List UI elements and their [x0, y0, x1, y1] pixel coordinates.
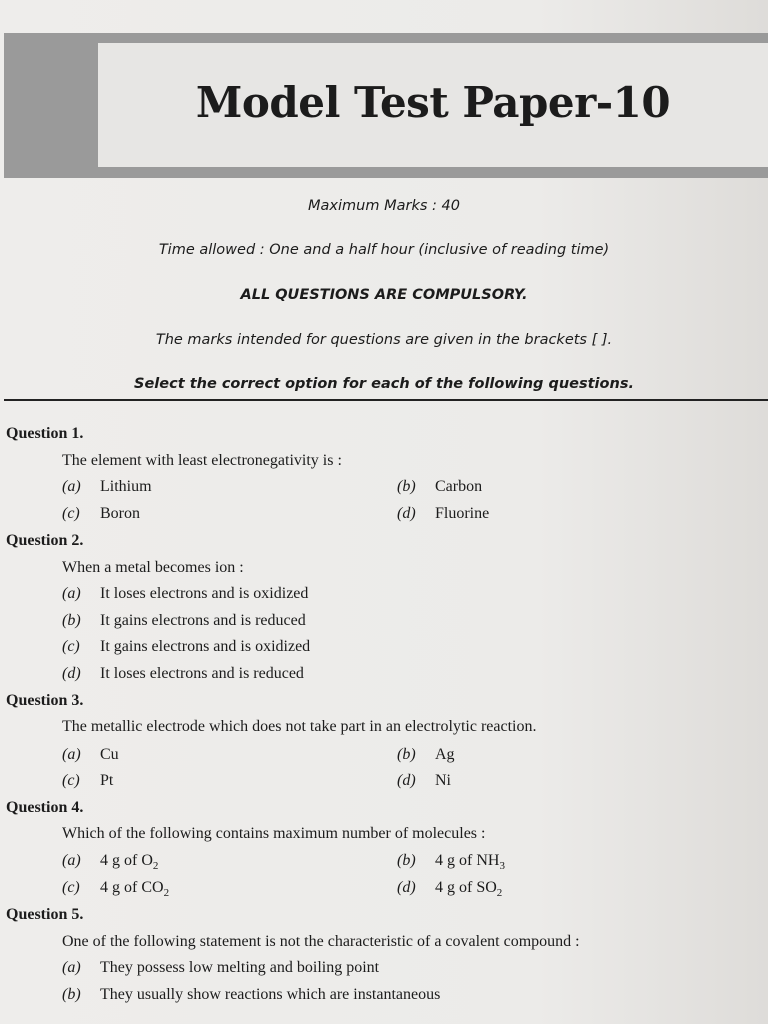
- option-label: (a): [62, 585, 81, 602]
- option-text: It loses electrons and is reduced: [100, 665, 304, 682]
- max-marks: Maximum Marks : 40: [308, 198, 460, 214]
- option-label: (d): [62, 665, 81, 682]
- option: [62, 638, 310, 656]
- option-label: (c): [62, 638, 80, 655]
- question-heading: Question 1.: [6, 425, 84, 442]
- option: [397, 478, 482, 496]
- question-text: The element with least electronegativity is :: [62, 452, 342, 469]
- option-text: Ag: [435, 746, 455, 763]
- option: [62, 852, 158, 870]
- option: [62, 879, 169, 897]
- question-text: The metallic electrode which does not take part in an electrolytic reaction.: [62, 718, 537, 735]
- option-label: (a): [62, 852, 81, 869]
- option-label: (c): [62, 879, 80, 896]
- option-label: (c): [62, 772, 80, 789]
- option-text: They possess low melting and boiling point: [100, 959, 380, 976]
- option-label: (a): [62, 746, 81, 763]
- option-text: 4 g of CO: [100, 879, 164, 896]
- option-text: It loses electrons and is oxidized: [100, 585, 309, 602]
- option: [397, 772, 451, 790]
- option-label: (b): [397, 746, 416, 763]
- option-text: Fluorine: [435, 505, 490, 522]
- subscript: 2: [496, 887, 503, 899]
- option: [397, 505, 489, 523]
- option: [62, 986, 440, 1004]
- option-text: Pt: [100, 772, 114, 789]
- option: [62, 505, 140, 523]
- option: [62, 959, 379, 977]
- option-text: Lithium: [100, 478, 152, 495]
- compulsory-note: ALL QUESTIONS ARE COMPULSORY.: [240, 287, 528, 303]
- question-heading: Question 3.: [6, 692, 84, 709]
- question-heading: Question 4.: [6, 799, 84, 816]
- option-text: 4 g of NH: [435, 852, 500, 869]
- subscript: 3: [499, 860, 505, 872]
- option-text: 4 g of SO: [435, 879, 497, 896]
- option: [62, 772, 113, 790]
- option-text: It gains electrons and is oxidized: [100, 638, 311, 655]
- option-label: (d): [397, 772, 416, 789]
- option-text: Carbon: [435, 478, 483, 495]
- option-text: 4 g of O: [100, 852, 153, 869]
- option-label: (d): [397, 505, 416, 522]
- option: [397, 879, 502, 897]
- divider: [4, 399, 768, 401]
- option: [397, 852, 505, 870]
- option-label: (a): [62, 478, 81, 495]
- option: [62, 746, 119, 764]
- question-text: When a metal becomes ion :: [62, 559, 244, 576]
- option-label: (b): [62, 612, 81, 629]
- question-heading: Question 2.: [6, 532, 84, 549]
- question-text: One of the following statement is not the characteristic of a covalent compound :: [62, 933, 580, 950]
- option: [62, 585, 308, 603]
- option-text: Cu: [100, 746, 119, 763]
- option: [62, 478, 152, 496]
- option-text: They usually show reactions which are instantaneous: [100, 986, 441, 1003]
- marks-note: The marks intended for questions are given in the brackets [ ].: [155, 332, 613, 348]
- select-instruction: Select the correct option for each of the following questions.: [134, 376, 634, 392]
- option-text: Ni: [435, 772, 451, 789]
- option-label: (d): [397, 879, 416, 896]
- option: [397, 746, 455, 764]
- option-label: (c): [62, 505, 80, 522]
- option: [62, 665, 304, 683]
- option: [62, 612, 306, 630]
- option-text: Boron: [100, 505, 140, 522]
- option-label: (b): [397, 852, 416, 869]
- question-heading: Question 5.: [6, 906, 84, 923]
- option-label: (a): [62, 959, 81, 976]
- option-text: It gains electrons and is reduced: [100, 612, 306, 629]
- question-text: Which of the following contains maximum number of molecules :: [62, 825, 486, 842]
- subscript: 2: [163, 887, 170, 899]
- option-label: (b): [62, 986, 81, 1003]
- option-label: (b): [397, 478, 416, 495]
- time-allowed: Time allowed : One and a half hour (inclusive of reading time): [158, 242, 610, 258]
- page-title: Model Test Paper-10: [195, 78, 671, 127]
- subscript: 2: [152, 860, 159, 872]
